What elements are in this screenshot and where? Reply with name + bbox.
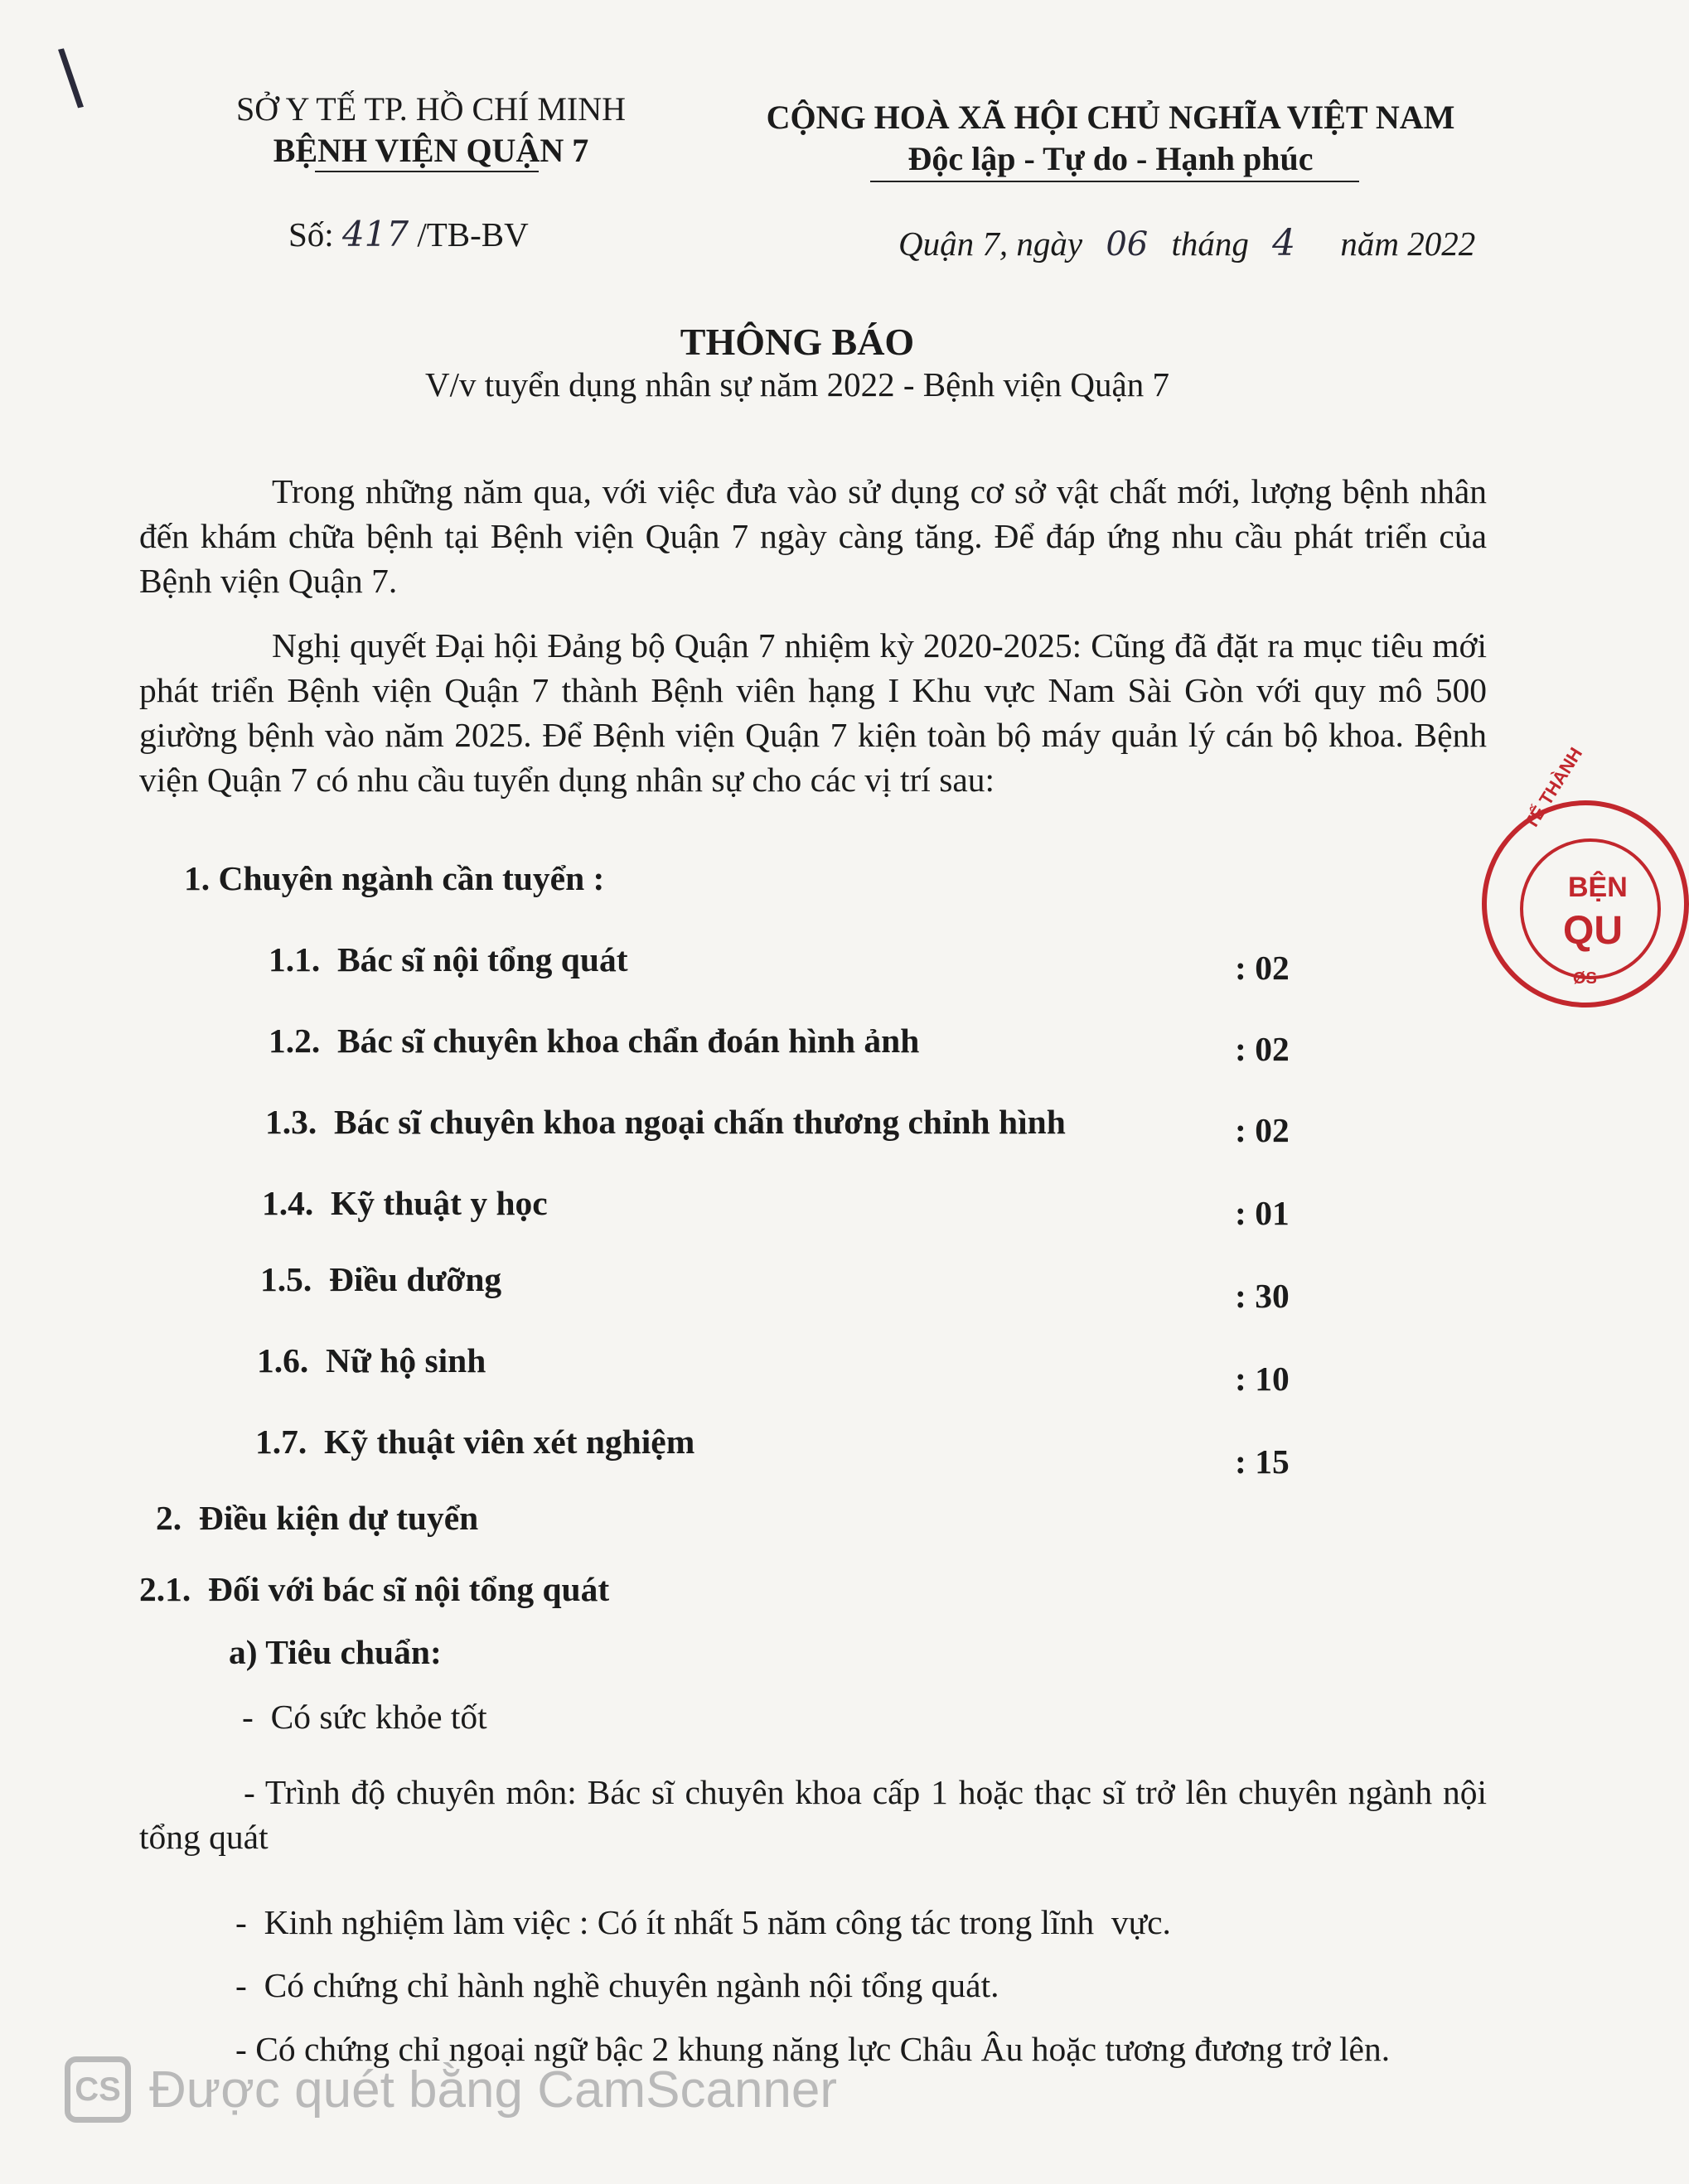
- stamp-clip: [1467, 743, 1628, 1027]
- section-1-heading: 1. Chuyên ngành cần tuyển :: [184, 859, 605, 897]
- position-item: 1.3. Bác sĩ chuyên khoa ngoại chấn thương chỉnh hình: [265, 1103, 1066, 1141]
- official-stamp: TẾ THÀNH BỆN QU ØS: [1482, 800, 1689, 1007]
- position-item: 1.5. Điều dưỡng: [260, 1260, 502, 1298]
- national-motto: Độc lập - Tự do - Hạnh phúc: [907, 140, 1314, 177]
- position-count: : 02: [1235, 1030, 1290, 1068]
- position-count: : 02: [1235, 1111, 1290, 1149]
- criteria-item: - Có chứng chỉ ngoại ngữ bậc 2 khung năng lực Châu Âu hoặc tương đương trở lên.: [235, 2030, 1391, 2068]
- criteria-heading: a) Tiêu chuẩn:: [229, 1633, 442, 1671]
- position-item: 1.1. Bác sĩ nội tổng quát: [269, 940, 628, 978]
- position-item: 1.6. Nữ hộ sinh: [257, 1341, 486, 1379]
- camscanner-logo-icon: CS: [65, 2056, 131, 2123]
- section-2-heading: 2. Điều kiện dự tuyển: [156, 1499, 479, 1537]
- section-2-1-heading: 2.1. Đối với bác sĩ nội tổng quát: [139, 1570, 610, 1608]
- position-item: 1.7. Kỹ thuật viên xét nghiệm: [255, 1423, 695, 1461]
- hospital-name: BỆNH VIỆN QUẬN 7: [273, 132, 589, 169]
- notice-subtitle: V/v tuyển dụng nhân sự năm 2022 - Bệnh viện Quận 7: [425, 365, 1169, 403]
- header-right-rule: [870, 181, 1359, 182]
- doc-number: Số: 417 /TB-BV: [288, 214, 529, 254]
- margin-mark: \: [49, 31, 92, 123]
- criteria-item: - Trình độ chuyên môn: Bác sĩ chuyên khoa cấp 1 hoặc thạc sĩ trở lên chuyên ngành nội tổng quát: [139, 1773, 1487, 1856]
- criteria-item: - Có chứng chỉ hành nghề chuyên ngành nội tổng quát.: [235, 1966, 999, 2004]
- position-item: 1.4. Kỹ thuật y học: [262, 1184, 548, 1222]
- position-count: : 30: [1235, 1277, 1290, 1315]
- resolution-paragraph: Nghị quyết Đại hội Đảng bộ Quận 7 nhiệm kỳ 2020-2025: Cũng đã đặt ra mục tiêu mới phát triển Bệnh viện Quận 7 thành Bệnh viên hạng I Khu vực Nam Sài Gòn với quy mô 500 giường bệnh vào năm 2025. Để Bệnh viện Quận 7 kiện toàn bộ máy quản lý cán bộ khoa. Bệnh viện Quận 7 có nhu cầu tuyển dụng nhân sự cho các vị trí sau:: [139, 626, 1487, 799]
- position-count: : 15: [1235, 1442, 1290, 1481]
- position-count: : 10: [1235, 1360, 1290, 1398]
- agency-name: SỞ Y TẾ TP. HỒ CHÍ MINH: [235, 90, 627, 128]
- notice-title: THÔNG BÁO: [680, 321, 915, 363]
- camscanner-watermark: [65, 2055, 837, 2124]
- country-name: CỘNG HOÀ XÃ HỘI CHỦ NGHĨA VIỆT NAM: [766, 99, 1455, 136]
- position-item: 1.2. Bác sĩ chuyên khoa chẩn đoán hình ảnh: [269, 1022, 920, 1060]
- position-count: : 02: [1235, 949, 1290, 987]
- watermark-text: Được quét bằng CamScanner: [149, 2061, 838, 2119]
- criteria-item: - Có sức khỏe tốt: [242, 1698, 487, 1736]
- position-count: : 01: [1235, 1194, 1290, 1232]
- header-left-rule: [315, 171, 539, 172]
- doc-date: Quận 7, ngày 06 tháng 4 năm 2022: [898, 222, 1476, 264]
- criteria-item: - Kinh nghiệm làm việc : Có ít nhất 5 năm công tác trong lĩnh vực.: [235, 1903, 1171, 1941]
- intro-paragraph: Trong những năm qua, với việc đưa vào sử dụng cơ sở vật chất mới, lượng bệnh nhân đến khám chữa bệnh tại Bệnh viện Quận 7 ngày càng tăng. Để đáp ứng nhu cầu phát triển của Bệnh viện Quận 7.: [139, 472, 1487, 600]
